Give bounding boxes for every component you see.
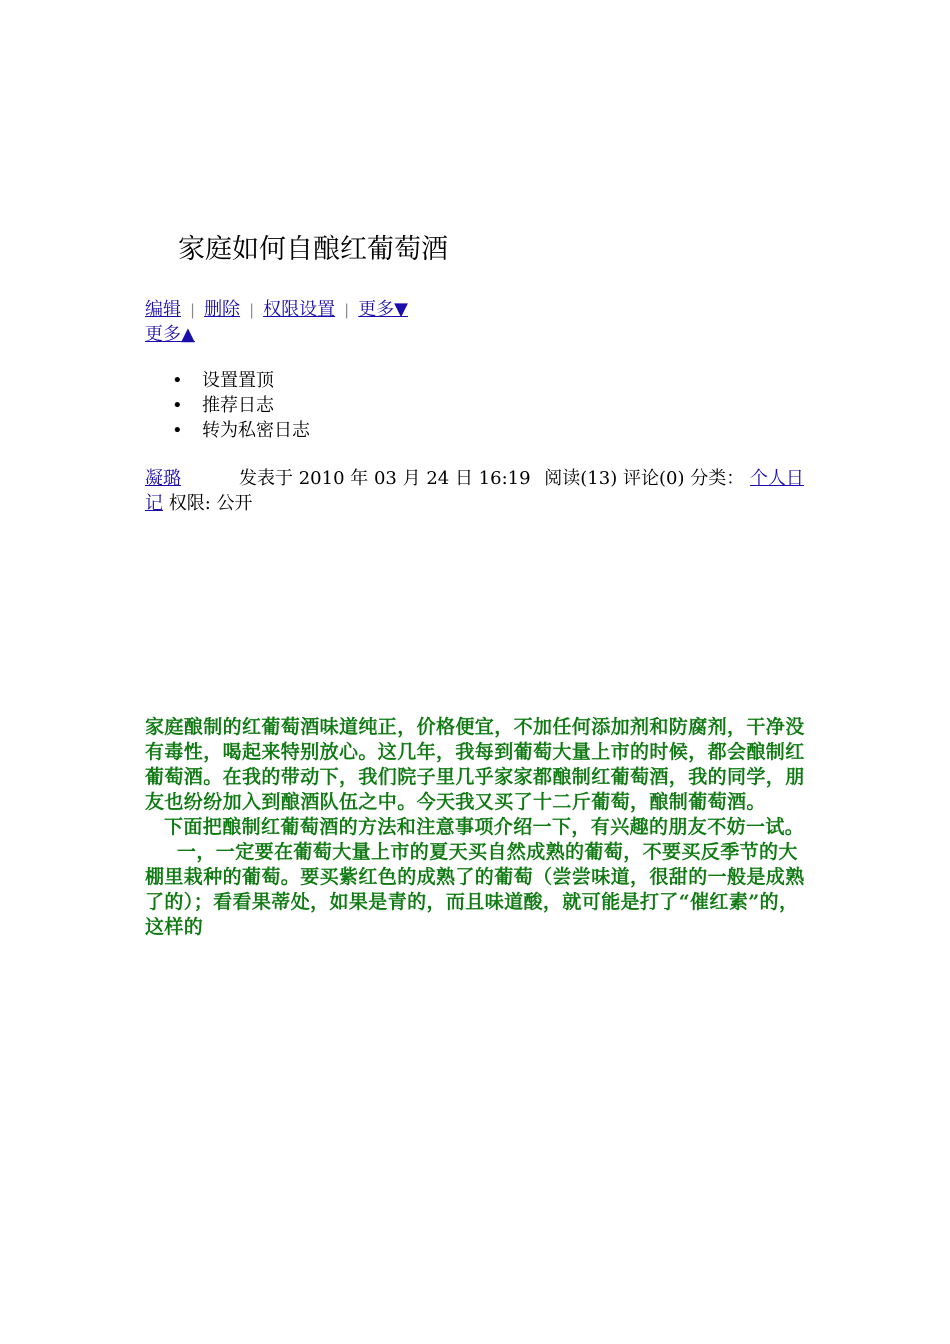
bullet-icon: • bbox=[172, 370, 183, 391]
more-collapse bbox=[145, 322, 195, 347]
read-count: 阅读(13) bbox=[544, 468, 618, 489]
menu-item-label: 设置置顶 bbox=[202, 370, 274, 391]
category-link[interactable]: 个人日记 bbox=[145, 468, 804, 514]
article-paragraph: 下面把酿制红葡萄酒的方法和注意事项介绍一下，有兴趣的朋友不妨一试。 bbox=[164, 816, 805, 838]
post-date: 发表于 2010 年 03 月 24 日 16:19 bbox=[239, 468, 531, 489]
article-paragraph: 一，一定要在葡萄大量上市的夏天买自然成熟的葡萄，不要买反季节的大棚里栽种的葡萄。要买紫红色的成熟了的葡萄（尝尝味道，很甜的一般是成熟了的）；看看果蒂处，如果是青的，而且味道酸，就可能是打了“催红素”的，这样的 bbox=[145, 841, 805, 938]
menu-item-set-top[interactable] bbox=[172, 368, 310, 393]
permission-label: 权限: 公开 bbox=[168, 493, 253, 514]
post-meta bbox=[145, 466, 805, 516]
bullet-icon: • bbox=[172, 395, 183, 416]
article-body bbox=[145, 715, 805, 940]
bullet-icon: • bbox=[172, 420, 183, 441]
more-collapse-link[interactable]: 更多▲ bbox=[145, 324, 195, 345]
edit-link[interactable]: 编辑 bbox=[145, 299, 181, 320]
separator: | bbox=[344, 301, 350, 319]
menu-item-recommend[interactable] bbox=[172, 393, 310, 418]
delete-link[interactable]: 删除 bbox=[204, 299, 241, 320]
menu-item-label: 转为私密日志 bbox=[202, 420, 310, 441]
page-title: 家庭如何自酿红葡萄酒 bbox=[178, 234, 448, 265]
more-dropdown-link[interactable]: 更多▼ bbox=[358, 299, 409, 320]
action-bar bbox=[145, 297, 408, 323]
menu-item-label: 推荐日志 bbox=[202, 395, 274, 416]
author-link[interactable]: 凝璐 bbox=[145, 468, 181, 489]
menu-item-make-private[interactable] bbox=[172, 418, 310, 443]
permission-settings-link[interactable]: 权限设置 bbox=[263, 299, 336, 320]
article-paragraph: 家庭酿制的红葡萄酒味道纯正，价格便宜，不加任何添加剂和防腐剂，干净没有毒性，喝起来特别放心。这几年，我每到葡萄大量上市的时候，都会酿制红葡萄酒。在我的带动下，我们院子里几乎家家都酿制红葡萄酒，我的同学，朋友也纷纷加入到酿酒队伍之中。今天我又买了十二斤葡萄，酿制葡萄酒。 bbox=[145, 716, 805, 813]
more-menu bbox=[172, 368, 310, 443]
separator: | bbox=[190, 301, 196, 319]
separator: | bbox=[249, 301, 255, 319]
comment-count: 评论(0) bbox=[622, 468, 685, 489]
category-label: 分类： bbox=[690, 468, 745, 489]
